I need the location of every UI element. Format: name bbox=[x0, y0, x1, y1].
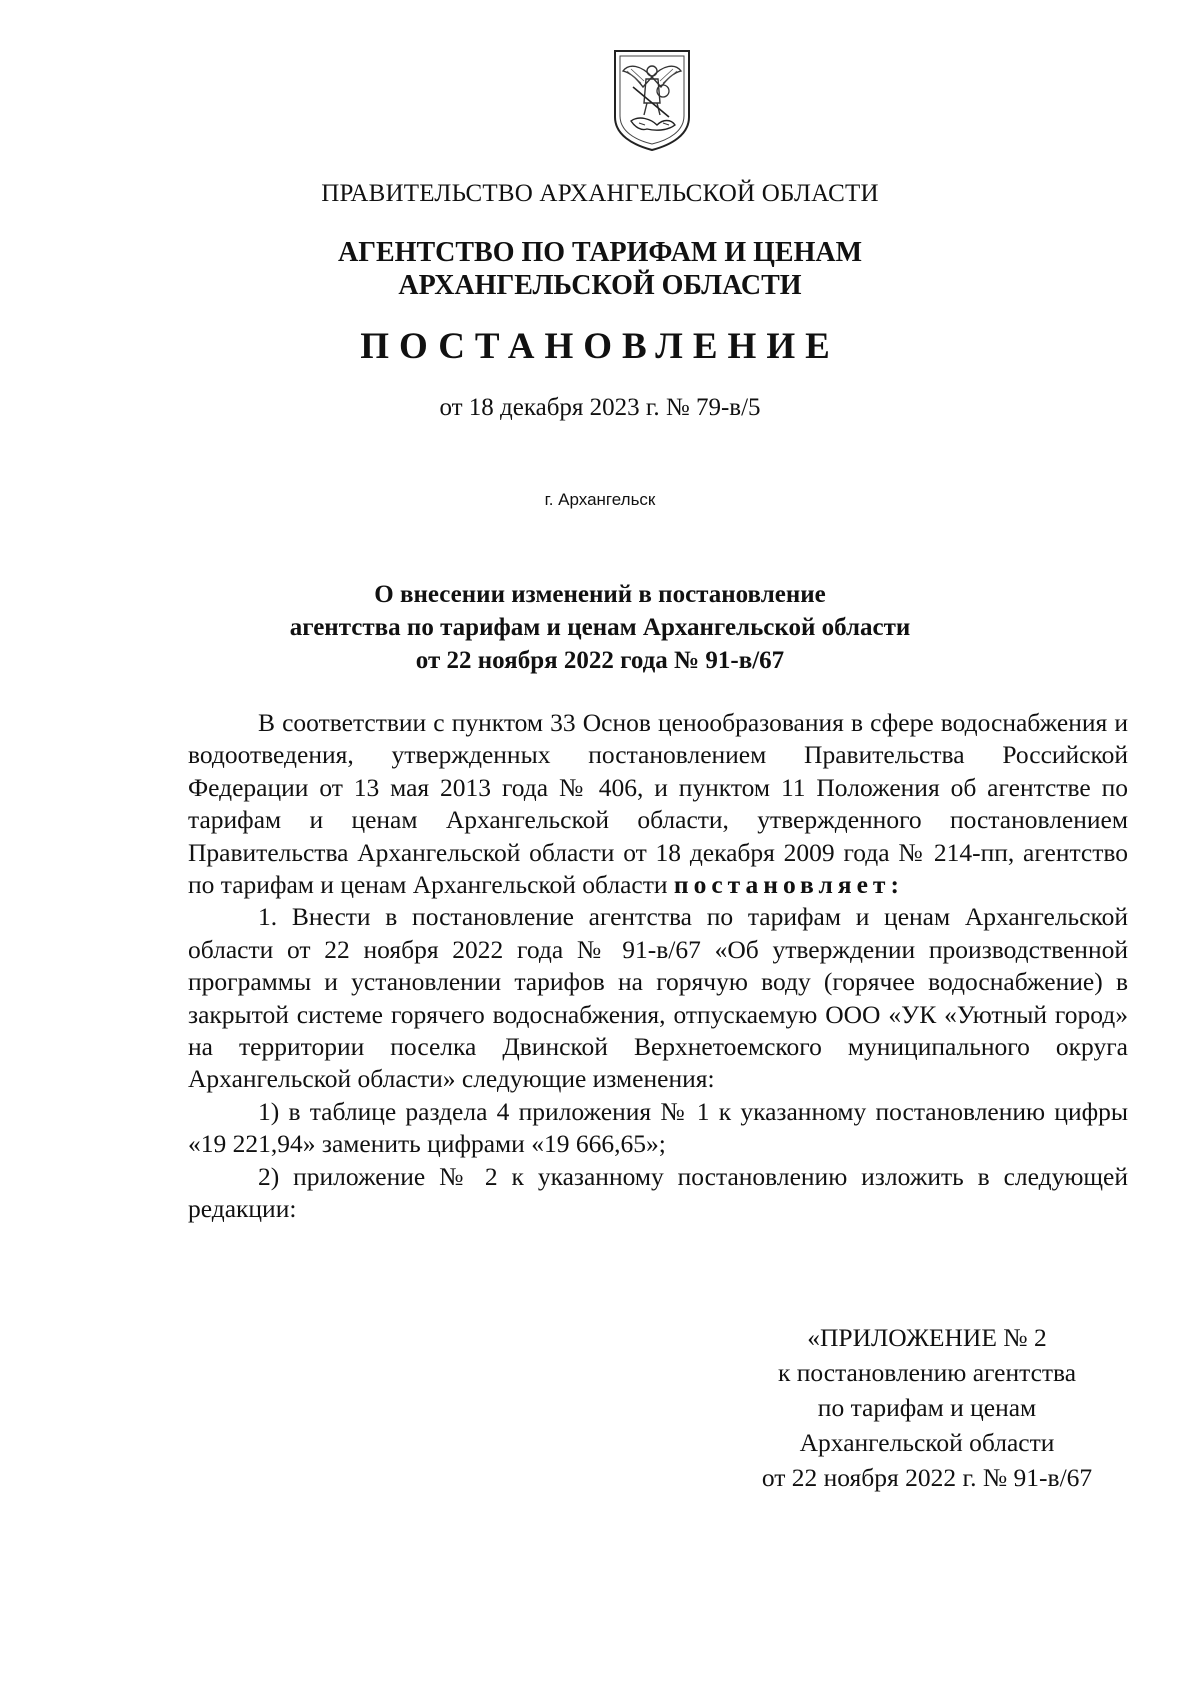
document-body bbox=[188, 707, 1128, 1226]
decree-word: постановляет: bbox=[673, 870, 904, 900]
document-title bbox=[0, 578, 1200, 677]
agency-line: АГЕНТСТВО ПО ТАРИФАМ И ЦЕНАМ bbox=[337, 237, 863, 268]
annex-line: к постановлению агентства bbox=[777, 1358, 1077, 1387]
title-line: О внесении изменений в постановление bbox=[374, 581, 826, 608]
agency-line: АРХАНГЕЛЬСКОЙ ОБЛАСТИ bbox=[398, 270, 802, 301]
title-line: агентства по тарифам и ценам Архангельской области bbox=[289, 614, 911, 641]
item-1-paragraph: 1. Внести в постановление агентства по тарифам и ценам Архангельской области от 22 ноября 2022 года № 91-в/67 «Об утверждении производственной программы и установлении тарифов на горячую воду (горячее водоснабжение) в закрытой системе горячего водоснабжения, отпускаемую ООО «УК «Уютный город» на территории поселка Двинской Верхнетоемского муниципального округа Архангельской области» следующие изменения: bbox=[188, 902, 1128, 1094]
document-date-number: от 18 декабря 2023 г. № 79-в/5 bbox=[439, 394, 761, 421]
title-line: от 22 ноября 2022 года № 91-в/67 bbox=[415, 647, 785, 674]
annex-line: от 22 ноября 2022 г. № 91-в/67 bbox=[761, 1463, 1093, 1492]
preamble-paragraph bbox=[188, 707, 1128, 901]
agency-heading bbox=[0, 236, 1200, 302]
coat-of-arms-icon bbox=[611, 47, 693, 152]
subitem-1-paragraph: 1) в таблице раздела 4 приложения № 1 к указанному постановлению цифры «19 221,94» заменить цифрами «19 666,65»; bbox=[188, 1096, 1128, 1159]
preamble-text: В соответствии с пунктом 33 Основ ценообразования в сфере водоснабжения и водоотведения, утвержденных постановлением Правительства Российской Федерации от 13 мая 2013 года № 406, и пунктом 11 Положения об агентстве по тарифам и ценам Архангельской области, утвержденного постановлением Правительства Архангельской области от 18 декабря 2009 года № 214-пп, агентство по тарифам и ценам Архангельской области bbox=[188, 708, 1128, 900]
annex-line: по тарифам и ценам bbox=[817, 1393, 1037, 1422]
document-type: ПОСТАНОВЛЕНИЕ bbox=[360, 326, 840, 367]
annex-line: Архангельской области bbox=[799, 1428, 1055, 1457]
document-city: г. Архангельск bbox=[544, 490, 656, 509]
government-heading: ПРАВИТЕЛЬСТВО АРХАНГЕЛЬСКОЙ ОБЛАСТИ bbox=[321, 180, 879, 207]
annex-heading bbox=[727, 1320, 1127, 1495]
subitem-2-paragraph: 2) приложение № 2 к указанному постановлению изложить в следующей редакции: bbox=[188, 1161, 1128, 1224]
annex-line: «ПРИЛОЖЕНИЕ № 2 bbox=[807, 1323, 1047, 1352]
